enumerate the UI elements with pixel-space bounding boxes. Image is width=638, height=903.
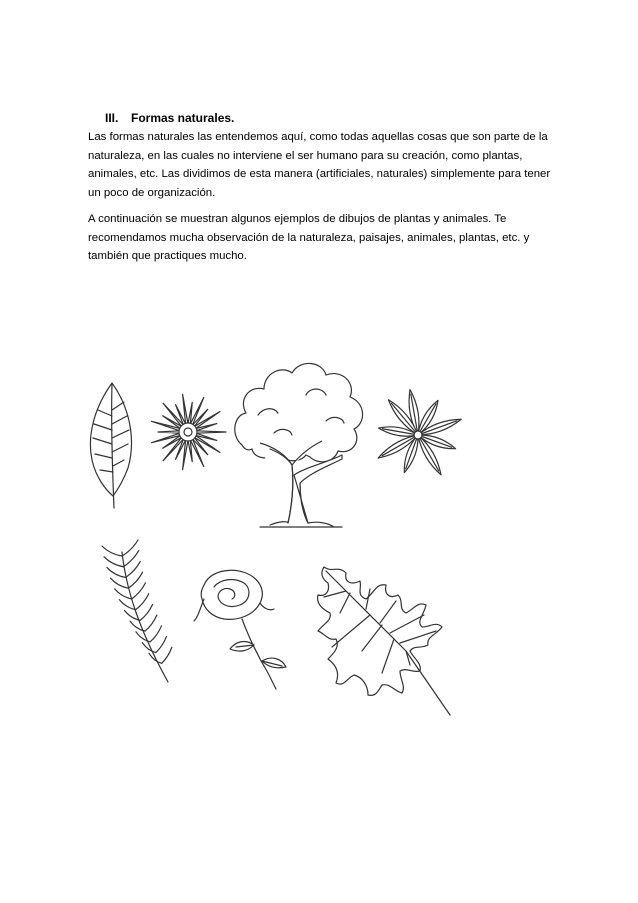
rose-drawing [190,565,300,695]
oak-leaf-drawing [310,555,460,725]
section-number: III. [105,111,119,125]
flower-drawing [148,390,228,474]
fern-frond-drawing [92,548,174,688]
section-title: Formas naturales. [131,111,235,125]
paragraph-examples: A continuación se muestran algunos ejemplos de dibujos de plantas y animales. Te recomendamos mucha observación de la naturaleza, paisajes, animales, plantas, etc. y también que practiques mucho. [88,213,530,263]
tree-drawing [230,355,370,530]
section-heading [105,110,234,126]
star-leaf-plant-drawing [372,385,464,485]
paragraph-intro: Las formas naturales las entendemos aquí, como todas aquellas cosas que son parte de la naturaleza, en las cuales no interviene el ser humano para su creación, como plantas, animales, etc. Las dividimos de esta manera (artificiales, naturales) simplemente para tener un poco de organización. [88,131,551,199]
simple-leaf-drawing [86,380,138,510]
